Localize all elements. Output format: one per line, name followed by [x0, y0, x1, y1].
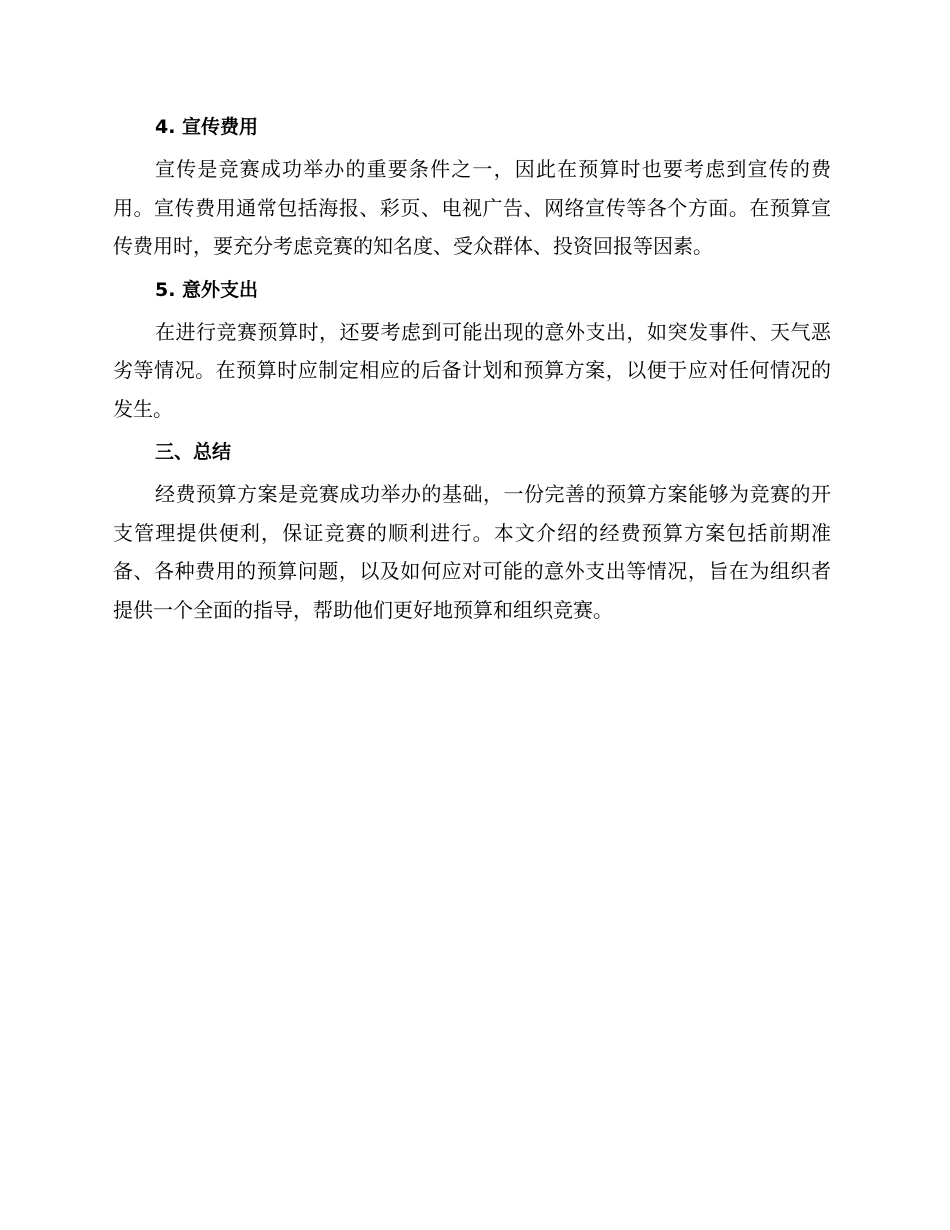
document-body	[113, 108, 831, 634]
section-paragraph-summary: 经费预算方案是竞赛成功举办的基础，一份完善的预算方案能够为竞赛的开支管理提供便利，保证竞赛的顺利进行。本文介绍的经费预算方案包括前期准备、各种费用的预算问题，以及如何应对可能的意外支出等情况，旨在为组织者提供一个全面的指导，帮助他们更好地预算和组织竞赛。	[113, 482, 831, 622]
section-heading-publicity: 4. 宣传费用	[155, 116, 259, 138]
section-heading-summary: 三、总结	[155, 441, 232, 463]
section-paragraph-publicity: 宣传是竞赛成功举办的重要条件之一，因此在预算时也要考虑到宣传的费用。宣传费用通常包括海报、彩页、电视广告、网络宣传等各个方面。在预算宣传费用时，要充分考虑竞赛的知名度、受众群体、投资回报等因素。	[113, 157, 831, 258]
section-paragraph-unexpected: 在进行竞赛预算时，还要考虑到可能出现的意外支出，如突发事件、天气恶劣等情况。在预算时应制定相应的后备计划和预算方案，以便于应对任何情况的发生。	[113, 319, 831, 421]
section-heading-unexpected: 5. 意外支出	[155, 278, 259, 301]
